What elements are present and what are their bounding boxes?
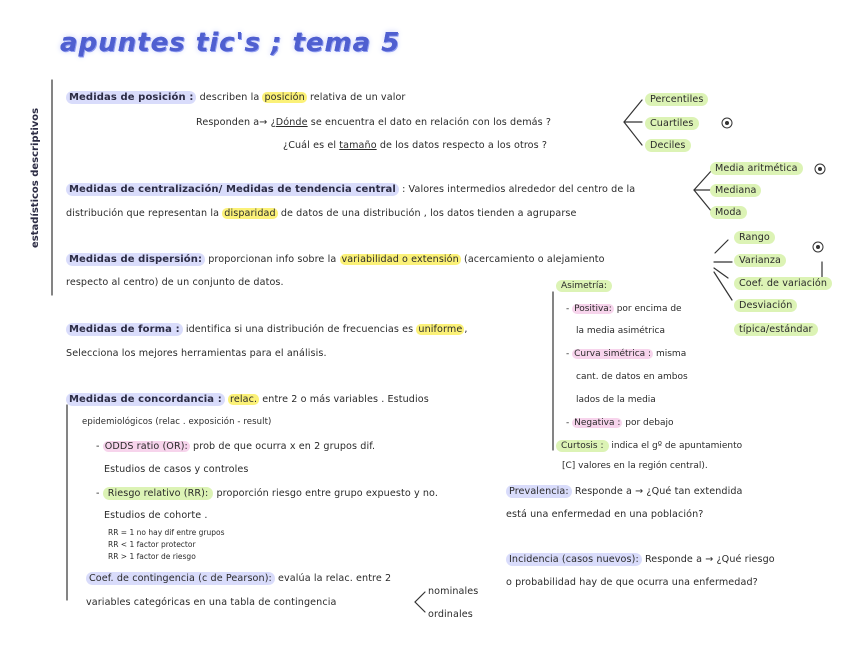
negativa-line: - Negativa : por debajo (566, 418, 674, 428)
posicion-text1b: relativa de un valor (309, 92, 406, 103)
concordancia-line1 (66, 394, 429, 405)
rr-item: RR > 1 factor de riesgo (108, 552, 196, 561)
coef-text: evalúa la relac. entre 2 (278, 573, 392, 584)
posicion-highlight: posición (264, 92, 305, 103)
sidebar-label: estadísticos descriptivos (30, 107, 41, 248)
posicion-line1 (66, 92, 405, 103)
simetrica-line2: cant. de datos en ambos (576, 372, 688, 382)
prevalencia-line (506, 486, 743, 497)
dispersion-item: Desviación (734, 299, 797, 312)
asimetria-label: Asimetría: (556, 280, 612, 292)
incidencia-line (506, 554, 775, 565)
negativa-text: por debajo (625, 418, 674, 428)
rr-item: RR < 1 factor protector (108, 540, 196, 549)
dispersion-heading: Medidas de dispersión: (66, 253, 205, 266)
incidencia-label: Incidencia (casos nuevos): (506, 553, 642, 566)
centralizacion-text2b: de datos de una distribución , los datos tienden a agruparse (280, 208, 577, 219)
posicion-item: Percentiles (645, 93, 708, 106)
posicion-q2-pre: ¿Cuál es el (283, 140, 337, 151)
curtosis-line2: [C] valores en la región central). (562, 461, 708, 471)
coef-label: Coef. de contingencia (c de Pearson): (86, 572, 275, 585)
centralizacion-heading: Medidas de centralización/ Medidas de tendencia central (66, 183, 399, 196)
posicion-line3 (283, 140, 547, 151)
concordancia-text1: entre 2 o más variables . Estudios (262, 394, 429, 405)
negativa-label: Negativa : (574, 418, 621, 428)
positiva-line: - Positiva: por encima de (566, 304, 682, 314)
prevalencia-line2: está una enfermedad en una población? (506, 509, 704, 520)
star-icon (815, 162, 823, 172)
forma-text1b: , (464, 324, 468, 335)
centralizacion-item: Mediana (710, 184, 761, 197)
rr-line: - Riesgo relativo (RR): proporción riesgo entre grupo expuesto y no. (96, 488, 439, 499)
simetrica-label: Curva simétrica : (574, 349, 652, 359)
dispersion-line2: respecto al centro) de un conjunto de datos. (66, 277, 284, 288)
posicion-heading: Medidas de posición : (66, 91, 196, 104)
centralizacion-line2 (66, 208, 576, 219)
odds-label: ODDS ratio (OR): (104, 441, 188, 452)
forma-heading: Medidas de forma : (66, 323, 183, 336)
centralizacion-item: Moda (710, 206, 747, 219)
posicion-line2 (196, 117, 551, 128)
curtosis-line (556, 441, 742, 451)
curtosis-text: indica el gº de apuntamiento (611, 441, 743, 451)
page-title: apuntes tic's ; tema 5 (60, 28, 401, 58)
posicion-text1: describen la (199, 92, 260, 103)
rr-text: proporción riesgo entre grupo expuesto y no. (216, 488, 439, 499)
concordancia-line2: epidemiológicos (relac . exposición - result) (82, 417, 272, 427)
simetrica-line3: lados de la media (576, 395, 656, 405)
dispersion-line1 (66, 254, 605, 265)
dispersion-text1: proporcionan info sobre la (208, 254, 337, 265)
forma-line1 (66, 324, 467, 335)
odds-line: - ODDS ratio (OR): prob de que ocurra x en 2 grupos dif. (96, 441, 376, 452)
centralizacion-item: Media aritmética (710, 162, 803, 175)
posicion-item: Cuartiles (645, 117, 699, 130)
posicion-q2-post: de los datos respecto a los otros ? (379, 140, 548, 151)
coef-line2: variables categóricas en una tabla de contingencia (86, 597, 337, 608)
positiva-label: Positiva: (574, 304, 612, 314)
centralizacion-text1: : Valores intermedios alrededor del centro de la (402, 184, 636, 195)
incidencia-text: Responde a → ¿Qué riesgo (644, 554, 775, 565)
forma-line2: Selecciona los mejores herramientas para el análisis. (66, 348, 327, 359)
coef-line (86, 573, 391, 584)
dispersion-item: típica/estándar (734, 323, 818, 336)
prevalencia-text: Responde a → ¿Qué tan extendida (574, 486, 743, 497)
concordancia-heading: Medidas de concordancia : (66, 393, 225, 406)
dispersion-highlight: variabilidad o extensión (341, 254, 459, 265)
star-icon (722, 116, 730, 126)
dispersion-item: Varianza (734, 254, 786, 267)
centralizacion-highlight: disparidad (224, 208, 276, 219)
simetrica-line: - Curva simétrica : misma (566, 349, 687, 359)
dispersion-item: Rango (734, 231, 775, 244)
posicion-q1-underline: Dónde (275, 117, 308, 128)
dispersion-text1b: (acercamiento o alejamiento (463, 254, 605, 265)
star-icon (813, 240, 821, 250)
posicion-item: Deciles (645, 139, 691, 152)
simetrica-text: misma (655, 349, 687, 359)
rr-label: Riesgo relativo (RR): (103, 487, 214, 500)
coef-item: ordinales (428, 609, 473, 620)
forma-highlight: uniforme (418, 324, 463, 335)
coef-item: nominales (428, 586, 479, 597)
rr-item: RR = 1 no hay dif entre grupos (108, 528, 225, 537)
concordancia-highlight: relac. (230, 394, 258, 405)
odds-line2: Estudios de casos y controles (104, 464, 249, 475)
odds-text: prob de que ocurra x en 2 grupos dif. (193, 441, 376, 452)
curtosis-label: Curtosis : (556, 440, 609, 452)
forma-text1: identifica si una distribución de frecuencias es (185, 324, 414, 335)
posicion-q1-post: se encuentra el dato en relación con los demás ? (310, 117, 552, 128)
prevalencia-label: Prevalencia: (506, 485, 572, 498)
centralizacion-text2: distribución que representan la (66, 208, 220, 219)
centralizacion-line1 (66, 184, 635, 195)
positiva-text: por encima de (616, 304, 682, 314)
incidencia-line2: o probabilidad hay de que ocurra una enfermedad? (506, 577, 758, 588)
positiva-line2: la media asimétrica (576, 326, 665, 336)
posicion-q1-pre: Responden a→ ¿ (196, 117, 276, 128)
posicion-q2-underline: tamaño (339, 140, 377, 151)
dispersion-item: Coef. de variación (734, 277, 832, 290)
rr-line2: Estudios de cohorte . (104, 510, 208, 521)
